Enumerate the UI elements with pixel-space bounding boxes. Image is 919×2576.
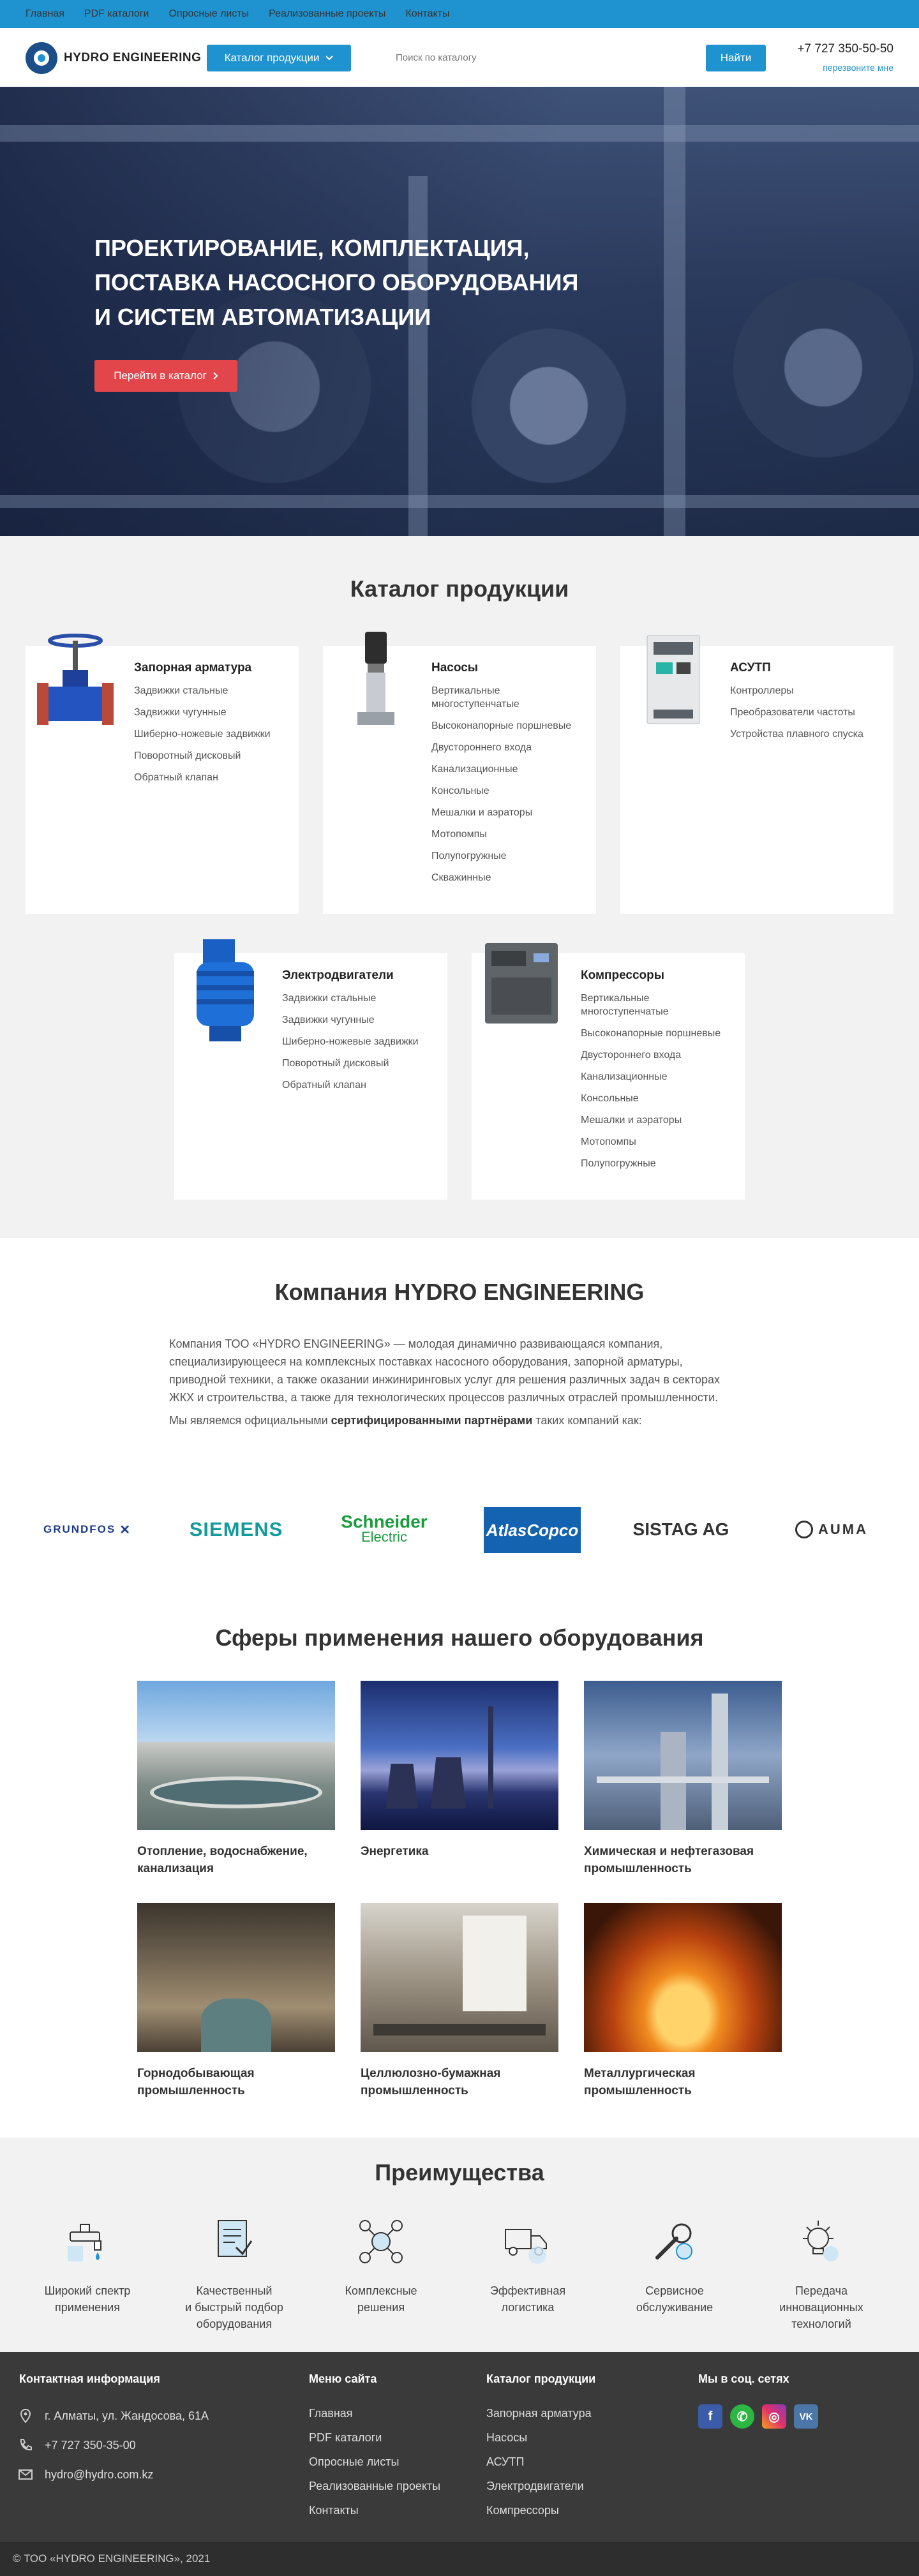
chevron-down-icon (325, 56, 333, 61)
innovation-icon (795, 2215, 848, 2268)
card-link-list (134, 684, 287, 793)
cooling-tower-shape (431, 1757, 466, 1808)
sphere-image-energy[interactable] (361, 1681, 558, 1830)
advantage-label-line: Качественный (196, 2284, 273, 2297)
advantage-label-line: логистика (501, 2301, 555, 2314)
card-link[interactable]: Консольные (431, 785, 489, 796)
advantage-label (308, 2282, 454, 2316)
card-link-list (730, 684, 870, 749)
spheres-title: Сферы применения нашего оборудования (215, 1625, 704, 1651)
hero-title-line: ПРОЕКТИРОВАНИЕ, КОМПЛЕКТАЦИЯ, (94, 235, 530, 261)
logo-mark-icon (26, 42, 57, 74)
advantage-item (454, 2215, 601, 2316)
advantage-label-line: технологий (791, 2318, 851, 2330)
partners-sentence (169, 1411, 740, 1429)
card-link[interactable]: Мотопомпы (431, 829, 487, 840)
catalog-title: Каталог продукции (350, 576, 569, 602)
hero-banner (0, 87, 919, 536)
instagram-icon[interactable]: ◎ (762, 2404, 786, 2429)
card-link-list (282, 992, 435, 1100)
footer-phone[interactable]: +7 727 350-35-00 (45, 2439, 136, 2452)
email-icon (18, 2467, 33, 2482)
advantages-title: Преимущества (375, 2159, 544, 2185)
card-link[interactable]: Шиберно-ножевые задвижки (134, 729, 271, 740)
card-link[interactable]: Высоконапорные поршневые (431, 720, 572, 731)
company-title: Компания HYDRO ENGINEERING (274, 1279, 645, 1305)
vk-icon[interactable]: VK (794, 2404, 818, 2429)
hero-title-line: И СИСТЕМ АВТОМАТИЗАЦИИ (94, 304, 431, 330)
advantage-label-line: Сервисное (645, 2284, 704, 2297)
selection-icon (208, 2215, 260, 2268)
card-link[interactable]: Задвижки чугунные (282, 1015, 375, 1025)
nav-link-contacts[interactable]: Контакты (405, 8, 450, 19)
auma-mark-icon (795, 1521, 813, 1538)
advantage-label-line: обслуживание (636, 2301, 714, 2314)
hero-pipe-decoration (664, 87, 685, 536)
advantage-label-line: и быстрый подбор (185, 2301, 283, 2314)
partner-logo-schneider (327, 1514, 442, 1545)
whatsapp-icon[interactable]: ✆ (730, 2404, 754, 2429)
copyright: © ТОО «HYDRO ENGINEERING», 2021 (13, 2552, 211, 2565)
footer-catalog-title: Каталог продукции (486, 2372, 596, 2385)
paper-roll-shape (463, 1916, 527, 2011)
card-link[interactable]: Двустороннего входа (581, 1050, 682, 1061)
search-input[interactable] (388, 43, 706, 71)
footer-menu-link[interactable]: Опросные листы (309, 2455, 400, 2468)
faucet-icon (61, 2215, 114, 2268)
footer-menu-title: Меню сайта (309, 2372, 377, 2385)
hero-title-line: ПОСТАВКА НАСОСНОГО ОБОРУДОВАНИЯ (94, 269, 579, 295)
callback-link[interactable]: перезвоните мне (823, 63, 893, 73)
partners-suffix: таких компаний как: (532, 1414, 642, 1427)
partners-bold: сертифицированными партнёрами (331, 1414, 533, 1427)
card-link[interactable]: Высоконапорные поршневые (581, 1028, 721, 1039)
advantage-label (454, 2282, 601, 2316)
go-to-catalog-button[interactable] (94, 360, 237, 392)
card-link[interactable]: Задвижки стальные (282, 993, 377, 1004)
sphere-image-metallurgy[interactable] (584, 1903, 782, 2052)
nav-link-questionnaires[interactable]: Опросные листы (168, 8, 250, 19)
card-link[interactable]: Поворотный дисковый (134, 750, 241, 761)
column-shape (712, 1694, 728, 1830)
phone-icon (18, 2438, 33, 2453)
sphere-caption[interactable]: Отопление, водоснабжение, канализация (137, 1845, 308, 1875)
sphere-image-water[interactable] (137, 1681, 335, 1830)
cooling-tower-shape (386, 1764, 418, 1808)
advantage-label (748, 2282, 895, 2332)
company-description (169, 1335, 740, 1434)
site-logo[interactable] (26, 42, 202, 74)
card-link[interactable]: Обратный клапан (134, 772, 218, 783)
wrench-icon (648, 2215, 701, 2268)
sphere-caption[interactable]: Металлургическая промышленность (584, 2067, 696, 2097)
chevron-right-icon (213, 372, 218, 380)
card-link[interactable]: Задвижки чугунные (134, 707, 227, 718)
card-link[interactable]: Поворотный дисковый (282, 1058, 389, 1069)
advantage-label-line: оборудования (196, 2318, 273, 2330)
advantage-label-line: Комплексные (345, 2284, 417, 2297)
water-puddle-shape (201, 1999, 271, 2052)
card-link-list (431, 684, 585, 893)
catalog-button-label: Каталог продукции (224, 52, 320, 64)
footer-email[interactable]: hydro@hydro.com.kz (45, 2468, 154, 2481)
card-link[interactable]: Мотопомпы (581, 1136, 636, 1147)
footer-catalog-link[interactable]: Компрессоры (486, 2504, 559, 2517)
site-header (0, 28, 919, 87)
partner-logo-siemens: SIEMENS (189, 1518, 283, 1540)
go-to-catalog-label: Перейти в каталог (114, 369, 207, 382)
advantage-item (161, 2215, 308, 2332)
partner-logo-auma (777, 1514, 886, 1545)
header-phone[interactable]: +7 727 350-50-50 (797, 42, 893, 56)
advantage-item (14, 2215, 161, 2316)
pipe-shape (597, 1776, 769, 1783)
advantage-label-line: инновационных (779, 2301, 863, 2314)
hero-pipe-decoration (0, 495, 919, 508)
card-link[interactable]: Контроллеры (730, 685, 794, 696)
partner-name: GRUNDFOS (43, 1523, 116, 1535)
card-title[interactable]: Насосы (431, 661, 479, 674)
frequency-converter-icon (645, 633, 702, 726)
card-link[interactable]: Канализационные (581, 1071, 668, 1082)
footer-social-title: Мы в соц. сетях (698, 2372, 789, 2385)
advantage-label-line: применения (55, 2301, 120, 2314)
gate-valve-icon (37, 632, 114, 734)
card-link[interactable]: Полупогружные (431, 851, 507, 861)
card-link[interactable]: Шиберно-ножевые задвижки (282, 1036, 419, 1047)
card-link[interactable]: Мешалки и аэраторы (431, 807, 533, 818)
chimney-shape (488, 1706, 493, 1808)
footer-catalog-link[interactable]: АСУТП (486, 2455, 525, 2468)
advantage-label-line: Передача (795, 2284, 848, 2297)
card-link[interactable]: Обратный клапан (282, 1080, 366, 1091)
footer-contacts-title: Контактная информация (19, 2372, 160, 2385)
roller-shape (373, 2024, 546, 2036)
advantage-item (308, 2215, 454, 2316)
catalog-dropdown-button[interactable] (207, 45, 351, 71)
company-paragraph: Компания ТОО «HYDRO ENGINEERING» — молодая динамично развивающаяся компания, специализирующееся на комплексных поставках насосного оборудования, запорной арматуры, приводной техники, а также оказании инжиниринговых услуг для решения различных задач в секторах ЖКХ и строительства, а также для технологических процессов различных отраслей промышленности. (169, 1337, 721, 1404)
card-link[interactable]: Консольные (581, 1093, 639, 1104)
vertical-pump-icon (354, 632, 398, 727)
card-link[interactable]: Скважинные (431, 872, 491, 883)
sphere-caption[interactable]: Химическая и нефтегазовая промышленность (584, 1845, 754, 1875)
complex-solutions-icon (355, 2215, 407, 2268)
card-link[interactable]: Устройства плавного спуска (730, 729, 863, 740)
footer-catalog-link[interactable]: Запорная арматура (486, 2407, 592, 2420)
card-link-list (581, 992, 734, 1179)
sphere-image-paper[interactable] (361, 1903, 558, 2052)
advantage-item (601, 2215, 748, 2316)
sphere-caption[interactable]: Целлюлозно-бумажная промышленность (361, 2067, 501, 2097)
compressor-icon (484, 942, 559, 1025)
card-link[interactable]: Канализационные (431, 764, 518, 775)
card-link[interactable]: Вертикальные многоступенчатые (581, 993, 669, 1017)
grundfos-mark-icon: ✕ (119, 1523, 132, 1537)
card-link[interactable]: Двустороннего входа (431, 742, 532, 753)
electric-motor-icon (184, 939, 267, 1048)
footer-menu-link[interactable]: PDF каталоги (309, 2431, 382, 2444)
search-button[interactable]: Найти (706, 45, 766, 71)
footer-menu-link[interactable]: Реализованные проекты (309, 2480, 441, 2492)
nav-link-projects[interactable]: Реализованные проекты (269, 8, 386, 19)
nav-link-home[interactable]: Главная (26, 8, 64, 19)
advantage-label-line: Широкий спектр (44, 2284, 131, 2297)
partner-name: AUMA (818, 1521, 868, 1537)
top-navigation (0, 0, 919, 28)
card-link[interactable]: Мешалки и аэраторы (581, 1115, 682, 1126)
card-link[interactable]: Вертикальные многоступенчатые (431, 685, 519, 710)
footer-menu-link[interactable]: Контакты (309, 2504, 359, 2517)
facebook-icon[interactable]: f (698, 2404, 722, 2429)
water-tank-shape (150, 1776, 322, 1808)
partner-name: Schneider (341, 1512, 428, 1531)
partner-logo-atlas-copco: AtlasCopco (484, 1507, 581, 1553)
advantage-label (14, 2282, 161, 2316)
card-title[interactable]: Электродвигатели (282, 969, 394, 982)
card-title[interactable]: Компрессоры (581, 969, 664, 982)
partner-logo-grundfos (33, 1514, 142, 1545)
partners-prefix: Мы являемся официальными (169, 1414, 331, 1427)
location-icon (18, 2408, 33, 2423)
footer-catalog-link[interactable]: Насосы (486, 2431, 528, 2444)
advantage-label (161, 2282, 308, 2332)
sphere-image-chemical[interactable] (584, 1681, 782, 1830)
truck-icon (502, 2215, 554, 2268)
advantage-label-line: решения (357, 2301, 405, 2314)
card-title[interactable]: АСУТП (730, 661, 771, 674)
nav-link-pdf-catalogs[interactable]: PDF каталоги (84, 8, 149, 19)
sphere-caption[interactable]: Горнодобывающая промышленность (137, 2067, 255, 2097)
hero-pipe-decoration (408, 176, 428, 536)
hero-title (94, 231, 579, 334)
footer-menu-link[interactable]: Главная (309, 2407, 353, 2420)
card-link[interactable]: Преобразователи частоты (730, 707, 855, 718)
card-link[interactable]: Задвижки стальные (134, 685, 228, 696)
sphere-image-mining[interactable] (137, 1903, 335, 2052)
sphere-caption[interactable]: Энергетика (361, 1845, 429, 1858)
advantage-label (601, 2282, 748, 2316)
advantage-item (748, 2215, 895, 2332)
hero-pipe-decoration (0, 125, 919, 142)
partner-name: Electric (361, 1529, 408, 1545)
card-link[interactable]: Полупогружные (581, 1158, 656, 1169)
advantage-label-line: Эффективная (489, 2284, 566, 2297)
footer-address: г. Алматы, ул. Жандосова, 61А (45, 2409, 209, 2422)
card-title[interactable]: Запорная арматура (134, 661, 252, 674)
partner-logo-sistag: SISTAG AG (632, 1519, 729, 1539)
footer-catalog-link[interactable]: Электродвигатели (486, 2480, 584, 2492)
logo-text: HYDRO ENGINEERING (64, 51, 202, 64)
